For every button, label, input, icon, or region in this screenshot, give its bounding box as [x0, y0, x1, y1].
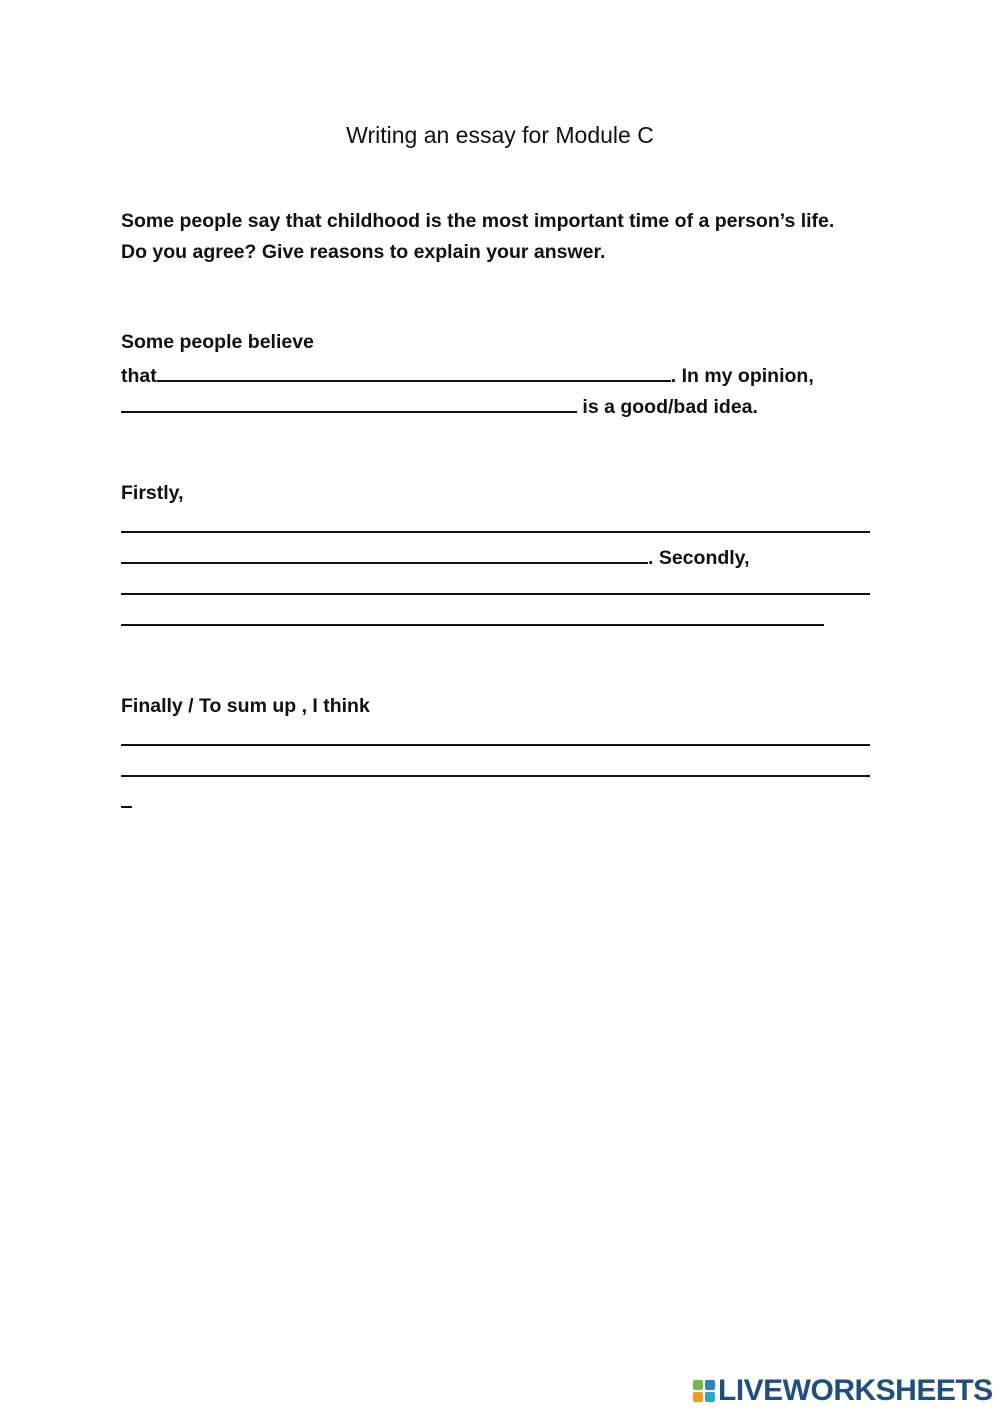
prompt-line-2: Do you agree? Give reasons to explain your answer.: [121, 241, 606, 263]
conclusion-blank-2[interactable]: [121, 753, 870, 777]
intro-opinion-label: . In my opinion,: [670, 365, 814, 387]
secondly-label: . Secondly,: [648, 547, 750, 569]
intro-line-1: Some people believe: [121, 331, 314, 353]
intro-blank-1[interactable]: [157, 358, 671, 382]
conclusion-line-2: [121, 753, 881, 784]
liveworksheets-brand: [693, 1374, 993, 1408]
conclusion-label: Finally / To sum up , I think: [121, 695, 370, 717]
intro-paragraph: [121, 327, 881, 420]
liveworksheets-logo-icon: [693, 1380, 715, 1402]
firstly-line: Firstly,: [121, 482, 184, 504]
intro-blank-2[interactable]: [121, 389, 577, 413]
essay-prompt: [121, 206, 881, 268]
body-blank-3[interactable]: [121, 571, 870, 595]
body-line-1: [121, 509, 881, 540]
conclusion-line-1: [121, 722, 881, 753]
body-blank-1[interactable]: [121, 509, 870, 533]
logo-square-green: [693, 1380, 703, 1390]
body-line-3: [121, 571, 881, 602]
page-title: Writing an essay for Module C: [346, 122, 654, 148]
logo-square-blue: [705, 1380, 715, 1390]
logo-square-teal: [705, 1392, 715, 1402]
intro-idea-label: is a good/bad idea.: [577, 396, 758, 418]
conclusion-blank-3[interactable]: [121, 784, 132, 808]
conclusion-line-3: [121, 784, 881, 815]
prompt-line-1: Some people say that childhood is the most important time of a person’s life.: [121, 210, 835, 232]
logo-square-orange: [693, 1392, 703, 1402]
conclusion-paragraph: [121, 691, 881, 815]
body-blank-4[interactable]: [121, 602, 824, 626]
body-line-4: [121, 602, 881, 633]
intro-that-label: that: [121, 365, 157, 387]
body-line-2: [121, 540, 881, 571]
conclusion-blank-1[interactable]: [121, 722, 870, 746]
intro-line-2: [121, 358, 881, 389]
body-blank-2[interactable]: [121, 540, 648, 564]
intro-line-3: [121, 389, 881, 420]
body-paragraph: [121, 478, 881, 633]
brand-name: LIVEWORKSHEETS: [718, 1374, 993, 1407]
